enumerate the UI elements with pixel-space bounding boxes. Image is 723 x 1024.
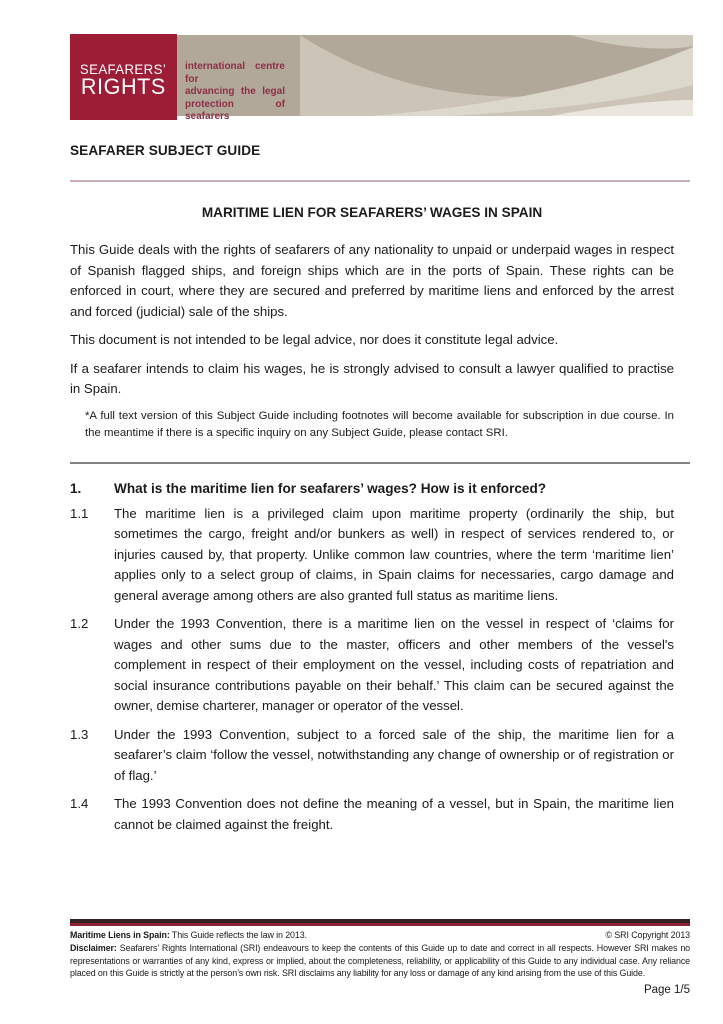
divider-rule-pink [70, 180, 690, 182]
footer-divider-bar [70, 919, 690, 926]
logo-line2: RIGHTS [81, 74, 166, 99]
numbered-paragraph [70, 614, 674, 717]
paragraph-text: The 1993 Convention does not define the meaning of a vessel, but in Spain, the maritime lien cannot be claimed against the freight. [114, 796, 674, 832]
header-banner [70, 35, 693, 122]
document-title: MARITIME LIEN FOR SEAFARERS’ WAGES IN SPAIN [201, 205, 543, 220]
logo-tagline [185, 61, 285, 124]
divider-rule-gray [70, 462, 690, 464]
paragraph-number: 1.2 [70, 616, 89, 631]
numbered-paragraph [70, 794, 674, 835]
tagline-line1: international centre for [185, 61, 285, 85]
section-title: What is the maritime lien for seafarers’ wages? How is it enforced? [114, 480, 547, 496]
tagline-line2: advancing the legal [185, 86, 285, 97]
paragraph-number: 1.4 [70, 796, 89, 811]
footer-copyright: © SRI Copyright 2013 [605, 930, 690, 940]
tagline-line3: protection of seafarers [185, 98, 285, 122]
paragraph-number: 1.1 [70, 505, 89, 521]
paragraph-number: 1.3 [70, 726, 89, 742]
numbered-paragraph [70, 504, 674, 607]
footer-bar-maroon-line [70, 923, 690, 926]
footer-guide-label: Maritime Liens in Spain: [70, 930, 170, 940]
page-number: Page 1/5 [643, 984, 690, 997]
page-footer [70, 929, 690, 997]
numbered-paragraph [70, 725, 674, 787]
footer-guide-info [70, 929, 307, 942]
section-number: 1. [70, 480, 82, 496]
paragraph-text: Under the 1993 Convention, subject to a forced sale of the ship, the maritime lien for a seafarer’s claim ‘follow the vessel, notwithstanding any change of ownership or of registration or of flag.’ [114, 726, 674, 783]
seafarers-rights-logo [70, 34, 177, 120]
paragraph-text: Under the 1993 Convention, there is a maritime lien on the vessel in respect of ‘claims for wages and other sums due to the master, officers and other members of the vessel's complement in respect of their employment on the vessel, including costs of repatriation and social insurance contributions payable on their behalf.’ This claim can be secured against the owner, demise charterer, manager or operator of the vessel. [114, 616, 674, 713]
footer-disclaimer [70, 942, 690, 980]
subscription-note: *A full text version of this Subject Guide including footnotes will become available for subscription in due course. In the meantime if there is a specific inquiry on any Subject Guide, please contact SRI. [85, 409, 674, 439]
footer-guide-text: This Guide reflects the law in 2013. [169, 930, 307, 940]
intro-paragraph: If a seafarer intends to claim his wages, he is strongly advised to consult a lawyer qualified to practise in Spain. [70, 360, 674, 396]
document-content [70, 143, 690, 835]
intro-paragraph: This document is not intended to be legal advice, nor does it constitute legal advice. [70, 332, 559, 347]
paragraph-text: The maritime lien is a privileged claim upon maritime property (ordinarily the ship, but sometimes the cargo, freight and/or bunkers as well) in respect of services rendered to, or injuries caused by, that property. Unlike common law countries, where the term ‘maritime lien’ applies only to a select group of claims, in Spain claims for necessaries, cargo damage and general average among others are also granted full status as maritime liens. [114, 505, 674, 603]
footer-disclaimer-label: Disclaimer: [70, 942, 117, 953]
document-kicker: SEAFARER SUBJECT GUIDE [70, 143, 261, 158]
logo-line1: SEAFARERS’ [80, 62, 167, 77]
intro-paragraph: This Guide deals with the rights of seafarers of any nationality to unpaid or underpaid wages in respect of Spanish flagged ships, and foreign ships which are in the ports of Spain. These rights can be enforced in court, where they are secured and preferred by maritime liens and enforced by the arrest and forced (judicial) sale of the ships. [70, 242, 674, 319]
footer-guide-line [70, 929, 690, 942]
footer-disclaimer-text: Seafarers’ Rights International (SRI) endeavours to keep the contents of this Guide up to date and correct in all respects. However SRI makes no representations or warranties of any kind, express or implied, about the completeness, reliability, or applicability of this Guide to any individual case. Any reliance placed on this Guide is strictly at the person’s own risk. SRI disclaims any liability for any loss or damage of any kind arising from the use of this Guide. [70, 942, 690, 979]
section-heading [70, 481, 674, 496]
